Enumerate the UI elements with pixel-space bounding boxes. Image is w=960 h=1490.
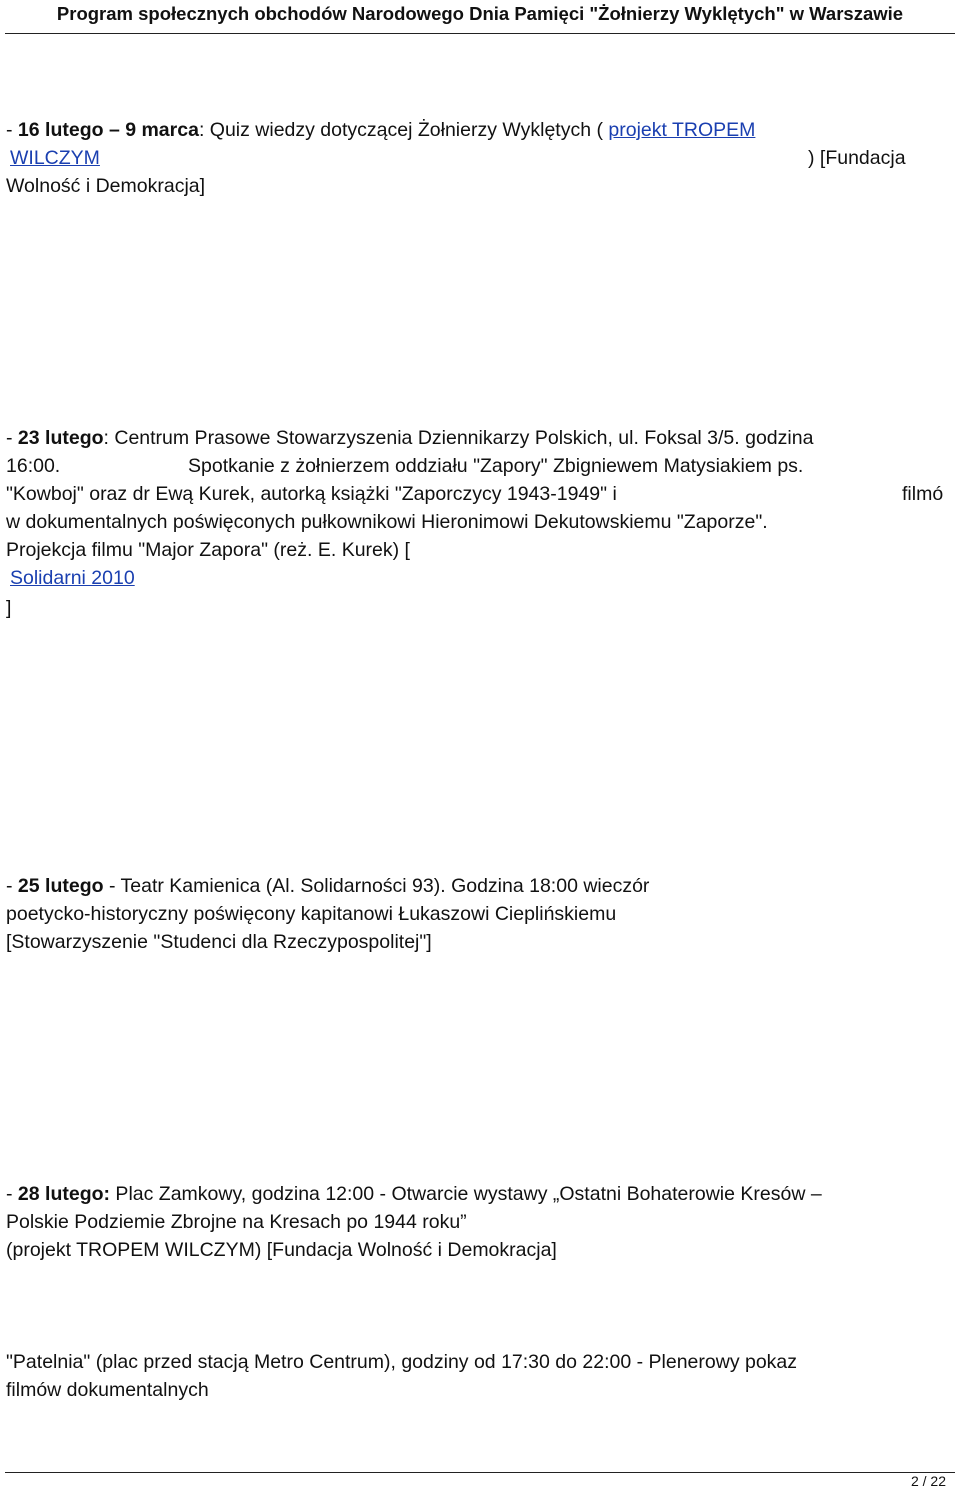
event-patelnia-line-2: filmów dokumentalnych [6,1379,209,1401]
event-23-feb-line-1 [6,426,813,450]
event-23-feb-close-bracket: ] [6,597,12,619]
footer-divider [5,1472,955,1473]
event-16-feb-line-1 [6,118,755,142]
page-header-title: Program społecznych obchodów Narodowego Dnia Pamięci "Żołnierzy Wyklętych" w Warszawie [56,3,904,24]
event-16-feb-line-2 [10,146,100,170]
event-date: 28 lutego: [17,1183,111,1205]
event-prefix: - [6,875,18,897]
event-23-feb-line-5: Projekcja filmu "Major Zapora" (reż. E. Kurek) [ [6,539,410,561]
event-prefix: - [6,1183,18,1205]
event-text: : Centrum Prasowe Stowarzyszenia Dziennikarzy Polskich, ul. Foksal 3/5. godzina [103,427,814,449]
event-23-feb-line-4: w dokumentalnych poświęconych pułkownikowi Hieronimowi Dekutowskiemu "Zaporze". [6,511,768,533]
event-patelnia-line-1: "Patelnia" (plac przed stacją Metro Centrum), godziny od 17:30 do 22:00 - Plenerowy pokaz [6,1351,798,1373]
event-23-feb-line-3: "Kowboj" oraz dr Ewą Kurek, autorką książki "Zaporczycy 1943-1949" i [6,483,617,505]
event-28-feb-line-2: Polskie Podziemie Zbrojne na Kresach po 1944 roku” [6,1211,467,1233]
page-number: 2 / 22 [910,1473,946,1489]
event-23-feb-line-3-tail: filmó [902,483,944,505]
event-23-feb-time: 16:00. [6,455,61,477]
event-23-feb-line-6 [10,566,135,590]
event-prefix: - [6,119,18,141]
event-16-feb-line-2-tail: ) [Fundacja [808,147,906,169]
event-date: 25 lutego [17,875,104,897]
solidarni-2010-link[interactable]: Solidarni 2010 [10,567,135,589]
event-prefix: - [6,427,18,449]
event-28-feb-line-1 [6,1182,822,1206]
event-16-feb-line-3: Wolność i Demokracja] [6,175,206,197]
header-divider [5,33,955,34]
event-25-feb-line-1 [6,874,649,898]
event-25-feb-line-3: [Stowarzyszenie "Studenci dla Rzeczypospolitej"] [6,931,432,953]
tropem-wilczym-link[interactable]: projekt TROPEM [608,119,756,141]
event-date: 23 lutego [17,427,104,449]
event-text: : Quiz wiedzy dotyczącej Żołnierzy Wyklętych ( [198,119,609,141]
event-28-feb-line-3: (projekt TROPEM WILCZYM) [Fundacja Wolność i Demokracja] [6,1239,557,1261]
tropem-wilczym-link-continued[interactable]: WILCZYM [10,147,100,169]
event-text: - Teatr Kamienica (Al. Solidarności 93). Godzina 18:00 wieczór [103,875,650,897]
event-23-feb-line-2: Spotkanie z żołnierzem oddziału "Zapory" Zbigniewem Matysiakiem ps. [188,455,804,477]
event-text: Plac Zamkowy, godzina 12:00 - Otwarcie wystawy „Ostatni Bohaterowie Kresów – [110,1183,822,1205]
event-25-feb-line-2: poetycko-historyczny poświęcony kapitanowi Łukaszowi Cieplińskiemu [6,903,617,925]
event-date: 16 lutego – 9 marca [17,119,199,141]
